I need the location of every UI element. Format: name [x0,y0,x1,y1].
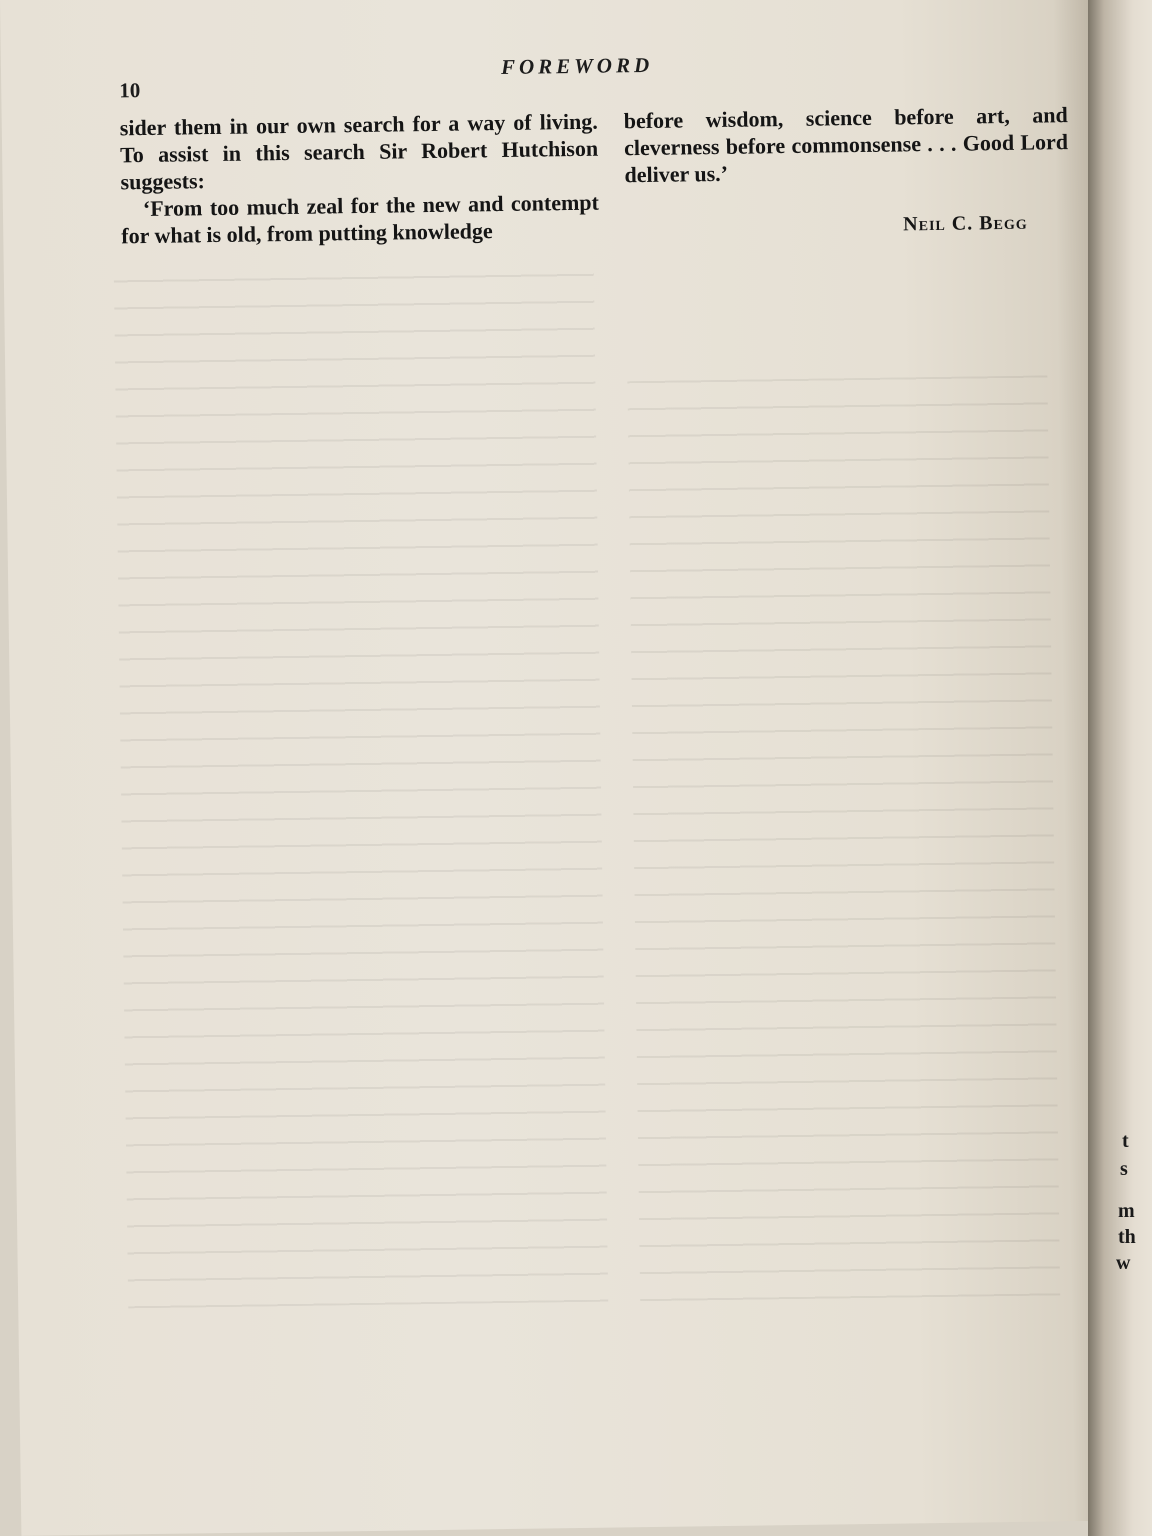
facing-page-fragment: s [1120,1158,1128,1180]
paragraph: sider them in our own search for a way of living. To assist in this search Sir Robert Hutchison suggests: [119,108,599,195]
left-column [120,108,600,250]
author-signature: Neil C. Begg [903,211,1028,236]
facing-page-edge [1088,0,1152,1536]
right-column [624,101,1069,188]
page-number: 10 [119,78,141,103]
show-through-text-right [627,375,1060,1301]
running-head: FOREWORD [500,52,654,80]
facing-page-fragment: t [1122,1130,1129,1152]
facing-page-fragment: th [1118,1226,1136,1248]
quotation-paragraph: ‘From too much zeal for the new and contempt for what is old, from putting knowledge [121,189,600,249]
facing-page-fragment: w [1116,1252,1131,1274]
show-through-text-left [114,252,609,1309]
quotation-continuation: before wisdom, science before art, and cleverness before commonsense . . . Good Lord deliver us.’ [623,102,1069,188]
facing-page-fragment: m [1118,1200,1135,1222]
